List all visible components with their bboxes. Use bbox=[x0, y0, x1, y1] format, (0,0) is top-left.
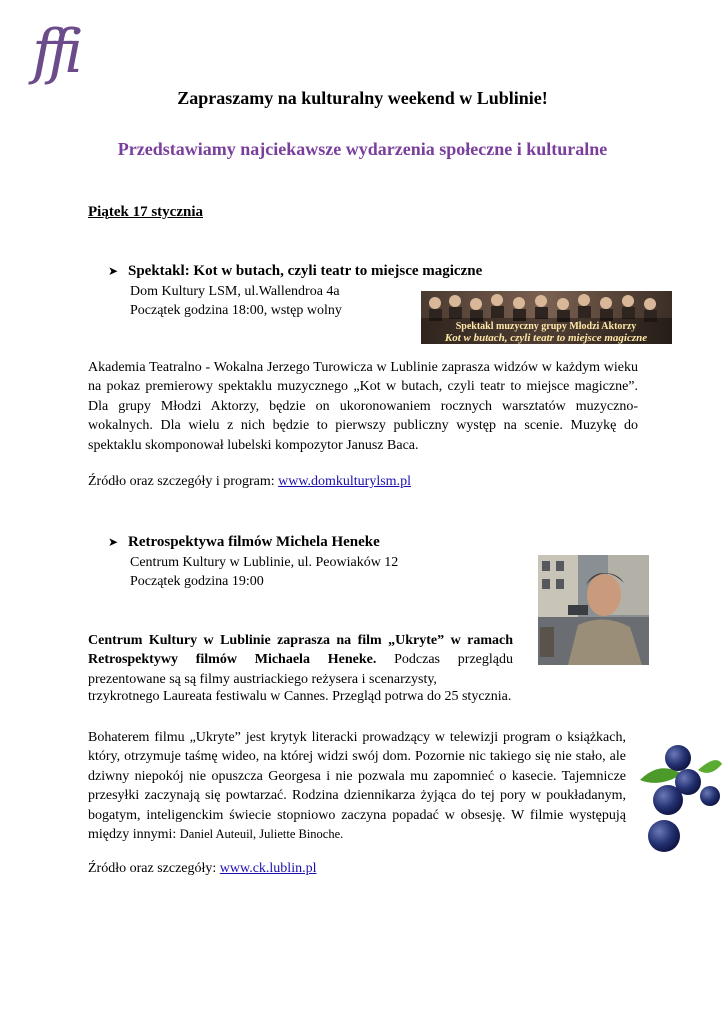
event2-title-text: Retrospektywa filmów Michela Heneke bbox=[128, 534, 380, 550]
page-subtitle: Przedstawiamy najciekawsze wydarzenia społeczne i kulturalne bbox=[117, 139, 608, 159]
event1-source-link[interactable]: www.domkulturylsm.pl bbox=[278, 474, 411, 489]
event1-time: Początek godzina 18:00, wstęp wolny bbox=[130, 303, 342, 318]
page-title: Zapraszamy na kulturalny weekend w Lublinie! bbox=[177, 88, 548, 108]
arrow-bullet-icon: ➤ bbox=[108, 535, 119, 549]
blueberry-icon bbox=[638, 740, 723, 855]
event2-place: Centrum Kultury w Lublinie, ul. Peowiaków 12 bbox=[130, 555, 399, 570]
event2-intro-bold: Centrum Kultury w Lublinie zaprasza na film „Ukryte” w ramach Retrospektywy filmów Michaela Heneke. bbox=[88, 633, 513, 668]
banner-line2: Kot w butach, czyli teatr to miejsce magiczne bbox=[444, 332, 648, 344]
event2-source-label: Źródło oraz szczegóły: bbox=[88, 861, 220, 876]
event2-intro-line3: trzykrotnego Laureata festiwalu w Cannes. Przegląd potrwa do 25 stycznia. bbox=[88, 689, 512, 704]
event1-source-label: Źródło oraz szczegóły i program: bbox=[88, 474, 279, 489]
event2-time: Początek godzina 19:00 bbox=[130, 574, 264, 589]
event2-description bbox=[88, 728, 626, 844]
banner-line1: Spektakl muzyczny grupy Młodzi Aktorzy bbox=[455, 321, 637, 332]
ffi-logo: ffi bbox=[32, 17, 78, 87]
event1-title bbox=[108, 263, 482, 280]
actor-photo bbox=[538, 555, 649, 665]
event1-banner-image bbox=[421, 291, 672, 344]
event1-place: Dom Kultury LSM, ul.Wallendroa 4a bbox=[130, 284, 340, 299]
event2-cast: Daniel Auteuil, Juliette Binoche. bbox=[179, 827, 344, 842]
event1-description-text: Akademia Teatralno - Wokalna Jerzego Turowicza w Lublinie zaprasza widzów w każdym wieku na pokaz premierowy spektaklu muzycznego „Kot w butach, czyli teatr to miejsce magiczne”. Dla grupy Młodzi Aktorzy, będzie on ukoronowaniem rocznych warsztatów muzyczno-wokalnych. Dla wielu z nich będzie to pierwszy publiczny występ na scenie. Muzykę do spektaklu skomponował lubelski kompozytor Janusz Baca. bbox=[88, 360, 638, 453]
event1-source bbox=[88, 474, 411, 490]
event2-source-link[interactable]: www.ck.lublin.pl bbox=[219, 861, 317, 876]
day-heading: Piątek 17 stycznia bbox=[88, 204, 203, 220]
event1-title-text: Spektakl: Kot w butach, czyli teatr to miejsce magiczne bbox=[128, 263, 483, 279]
blueberries-decoration bbox=[638, 740, 723, 855]
event1-description bbox=[88, 358, 638, 455]
arrow-bullet-icon: ➤ bbox=[108, 264, 119, 278]
event2-intro bbox=[88, 631, 513, 689]
event2-intro-rest: Podczas przeglądu prezentowane są są filmy austriackiego reżysera i scenarzysty, bbox=[88, 652, 513, 687]
event2-description-text: Bohaterem filmu „Ukryte” jest krytyk literacki prowadzący w telewizji program o książkach, który, otrzymuje taśmę wideo, na której widzi swój dom. Pozornie nic takiego się nie stało, ale dziwny niepokój nie opuszcza Georgesa i nie pozwala mu zapomnieć o kasecie. Tajemnicze przesyłki zaczynają się powtarzać. Rodzina dziennikarza żyjąca do tej pory w poukładanym, bogatym, inteligenckim świecie stopniowo zaczyna popadać w obsesję. W filmie występują między innymi: bbox=[88, 730, 626, 843]
event2-source bbox=[88, 861, 316, 877]
event2-actor-photo bbox=[538, 555, 649, 665]
event2-title bbox=[108, 534, 380, 551]
banner-photo bbox=[421, 291, 672, 344]
